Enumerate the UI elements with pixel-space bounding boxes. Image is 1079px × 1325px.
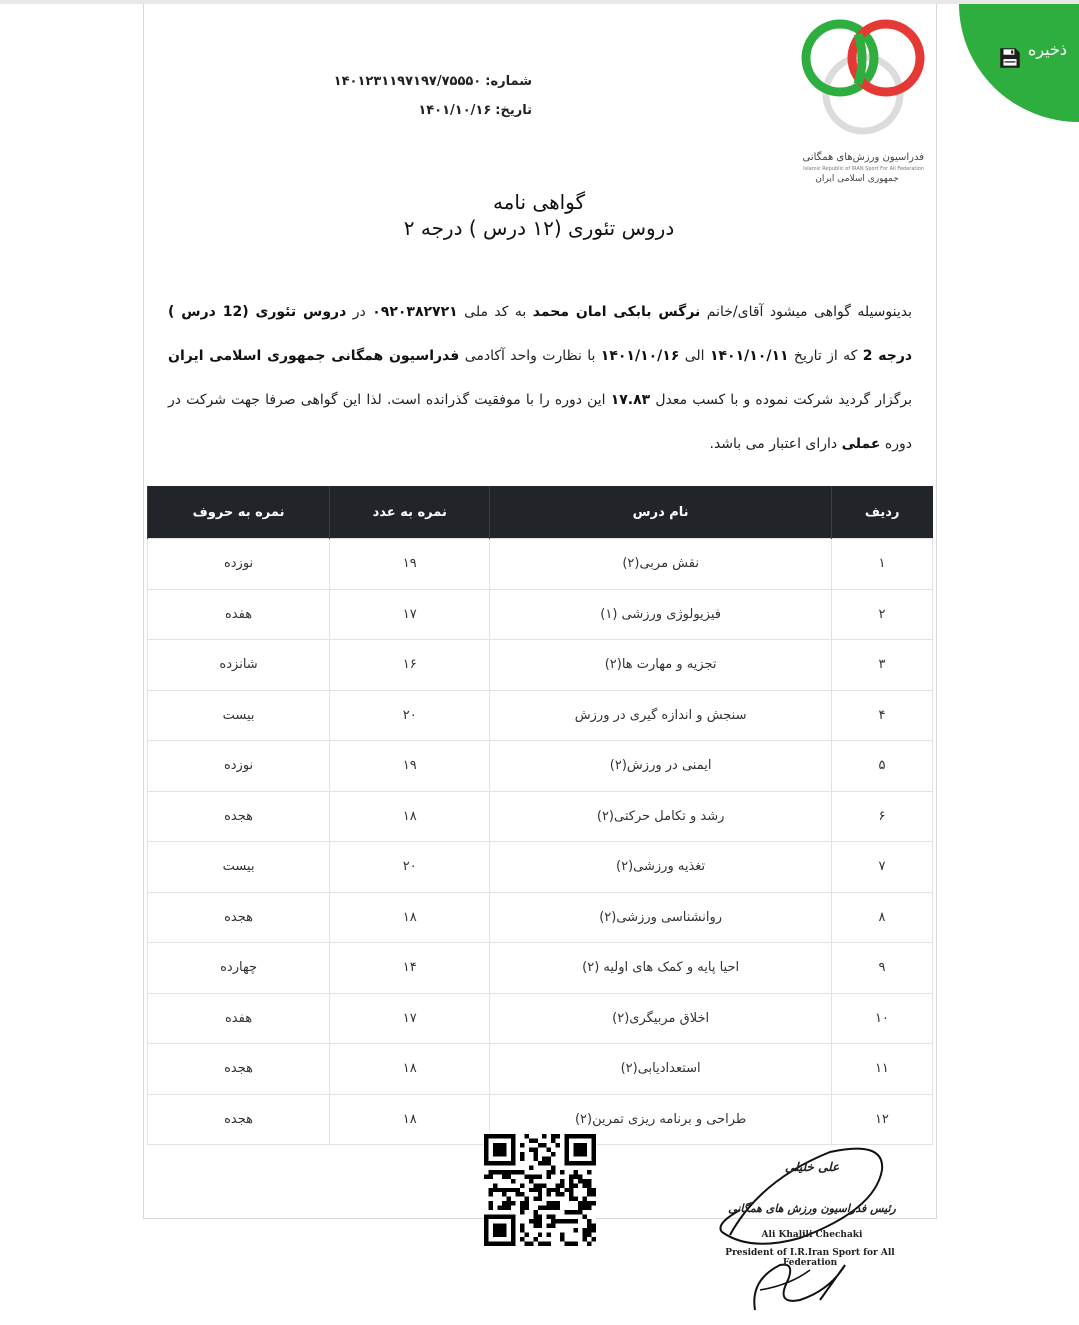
floppy-disk-icon — [997, 45, 1023, 71]
logo-caption — [790, 152, 924, 184]
body-text-2: به کد ملی — [464, 304, 527, 320]
row-number: ۷ — [831, 842, 932, 893]
row-number: ۶ — [831, 791, 932, 842]
score-number-cell: ۲۰ — [330, 842, 490, 893]
date-value: ۱۴۰۱/۱۰/۱۶ — [418, 103, 492, 118]
score-words-cell: هفده — [148, 993, 330, 1044]
score-words-cell: هجده — [148, 1094, 330, 1145]
body-text-9: دارای اعتبار می باشد. — [709, 436, 838, 452]
course-name: دروس تئوری (12 درس ) درجه 2 — [168, 304, 913, 364]
certificate-date — [300, 103, 532, 118]
score-words-cell: هجده — [148, 791, 330, 842]
course-cell: نقش مربی(۲) — [490, 539, 832, 590]
course-cell: سنجش و اندازه گیری در ورزش — [490, 690, 832, 741]
score-words-cell: نوزده — [148, 539, 330, 590]
practical-course: عملی — [841, 436, 881, 452]
date-label: تاریخ: — [495, 103, 532, 118]
title-line-2: دروس تئوری (۱۲ درس ) درجه ۲ — [403, 216, 675, 240]
title-line-1: گواهی نامه — [492, 190, 586, 214]
score-number-cell: ۱۴ — [330, 943, 490, 994]
table-row — [148, 1044, 933, 1095]
header-row-number: ردیف — [831, 486, 932, 539]
score-number-cell: ۱۶ — [330, 640, 490, 691]
row-number: ۱۱ — [831, 1044, 932, 1095]
signer-name-en: Ali Khalili Chechaki — [761, 1230, 863, 1240]
row-number: ۱۰ — [831, 993, 932, 1044]
logo-caption-en: Islamic Republic of IRAN Sport For All Federation — [803, 166, 924, 172]
score-number-cell: ۱۹ — [330, 741, 490, 792]
grades-table-body — [148, 539, 933, 1145]
grades-table — [147, 486, 933, 1145]
average-score: ۱۷.۸۳ — [610, 392, 651, 408]
course-cell: روانشناسی ورزشی(۲) — [490, 892, 832, 943]
to-date: ۱۴۰۱/۱۰/۱۶ — [600, 348, 680, 364]
save-button-label: ذخیره — [1027, 40, 1067, 59]
table-row — [148, 589, 933, 640]
course-cell: رشد و تکامل حرکتی(۲) — [490, 791, 832, 842]
row-number: ۸ — [831, 892, 932, 943]
course-cell: فیزیولوژی ورزشی (۱) — [490, 589, 832, 640]
header-score-number: نمره به عدد — [330, 486, 490, 539]
course-cell: احیا پایه و کمک های اولیه (۲) — [490, 943, 832, 994]
header-course-name: نام درس — [490, 486, 832, 539]
score-words-cell: شانزده — [148, 640, 330, 691]
table-row — [148, 690, 933, 741]
table-row — [148, 892, 933, 943]
certificate-number — [300, 74, 532, 89]
row-number: ۳ — [831, 640, 932, 691]
body-text-5: الی — [684, 348, 705, 364]
score-number-cell: ۲۰ — [330, 690, 490, 741]
signer-name-fa: علی خلیلی — [784, 1160, 840, 1174]
body-text-7: برگزار گردید شرکت نموده و با کسب معدل — [655, 392, 912, 408]
body-text-8: این دوره را با موفقیت گذرانده است. لذا این گواهی صرفا جهت شرکت در دوره — [168, 392, 912, 452]
table-row — [148, 741, 933, 792]
table-row — [148, 791, 933, 842]
row-number: ۱۲ — [831, 1094, 932, 1145]
body-text-3: در — [352, 304, 366, 320]
row-number: ۲ — [831, 589, 932, 640]
score-words-cell: هجده — [148, 1044, 330, 1095]
row-number: ۵ — [831, 741, 932, 792]
score-words-cell: نوزده — [148, 741, 330, 792]
course-cell: تجزیه و مهارت ها(۲) — [490, 640, 832, 691]
score-number-cell: ۱۹ — [330, 539, 490, 590]
course-cell: اخلاق مربیگری(۲) — [490, 993, 832, 1044]
number-value: ۱۴۰۱۲۳۱۱۹۷۱۹۷/۷۵۵۵۰ — [333, 74, 482, 89]
table-row — [148, 943, 933, 994]
save-button[interactable] — [959, 4, 1079, 122]
score-words-cell: هفده — [148, 589, 330, 640]
course-cell: طراحی و برنامه ریزی تمرین(۲) — [490, 1094, 832, 1145]
qr-code-icon — [484, 1134, 596, 1246]
certificate-title — [143, 190, 935, 240]
score-number-cell: ۱۸ — [330, 1044, 490, 1095]
certificate-body — [168, 290, 912, 466]
header-score-words: نمره به حروف — [148, 486, 330, 539]
signer-title-en: President of I.R.Iran Sport for All Federation — [725, 1248, 895, 1268]
organization-name: فدراسیون همگانی جمهوری اسلامی ایران — [168, 348, 460, 364]
national-id: ۰۹۲۰۳۸۲۷۲۱ — [372, 304, 458, 320]
body-text-4: که از تاریخ — [793, 348, 858, 364]
from-date: ۱۴۰۱/۱۰/۱۱ — [709, 348, 789, 364]
table-row — [148, 539, 933, 590]
score-words-cell: چهارده — [148, 943, 330, 994]
federation-logo — [800, 12, 926, 138]
table-row — [148, 993, 933, 1044]
table-row — [148, 842, 933, 893]
score-words-cell: هجده — [148, 892, 330, 943]
score-number-cell: ۱۷ — [330, 589, 490, 640]
row-number: ۴ — [831, 690, 932, 741]
body-text-6: با نظارت واحد آکادمی — [464, 348, 596, 364]
course-cell: استعدادیابی(۲) — [490, 1044, 832, 1095]
logo-caption-country: جمهوری اسلامی ایران — [815, 174, 899, 184]
recipient-name: نرگس بابکی امان محمد — [532, 304, 701, 320]
course-cell: تغذیه ورزشی(۲) — [490, 842, 832, 893]
score-number-cell: ۱۸ — [330, 892, 490, 943]
body-text-1: بدینوسیله گواهی میشود آقای/خانم — [706, 304, 913, 320]
score-words-cell: بیست — [148, 842, 330, 893]
table-row — [148, 640, 933, 691]
score-words-cell: بیست — [148, 690, 330, 741]
score-number-cell: ۱۷ — [330, 993, 490, 1044]
score-number-cell: ۱۸ — [330, 1094, 490, 1145]
signer-title-fa: رئیس فدراسیون ورزش های همگانی — [728, 1202, 896, 1215]
table-header-row — [148, 486, 933, 539]
row-number: ۱ — [831, 539, 932, 590]
course-cell: ایمنی در ورزش(۲) — [490, 741, 832, 792]
number-label: شماره: — [485, 74, 532, 89]
logo-caption-fa: فدراسیون ورزش‌های همگانی — [802, 152, 924, 163]
row-number: ۹ — [831, 943, 932, 994]
score-number-cell: ۱۸ — [330, 791, 490, 842]
